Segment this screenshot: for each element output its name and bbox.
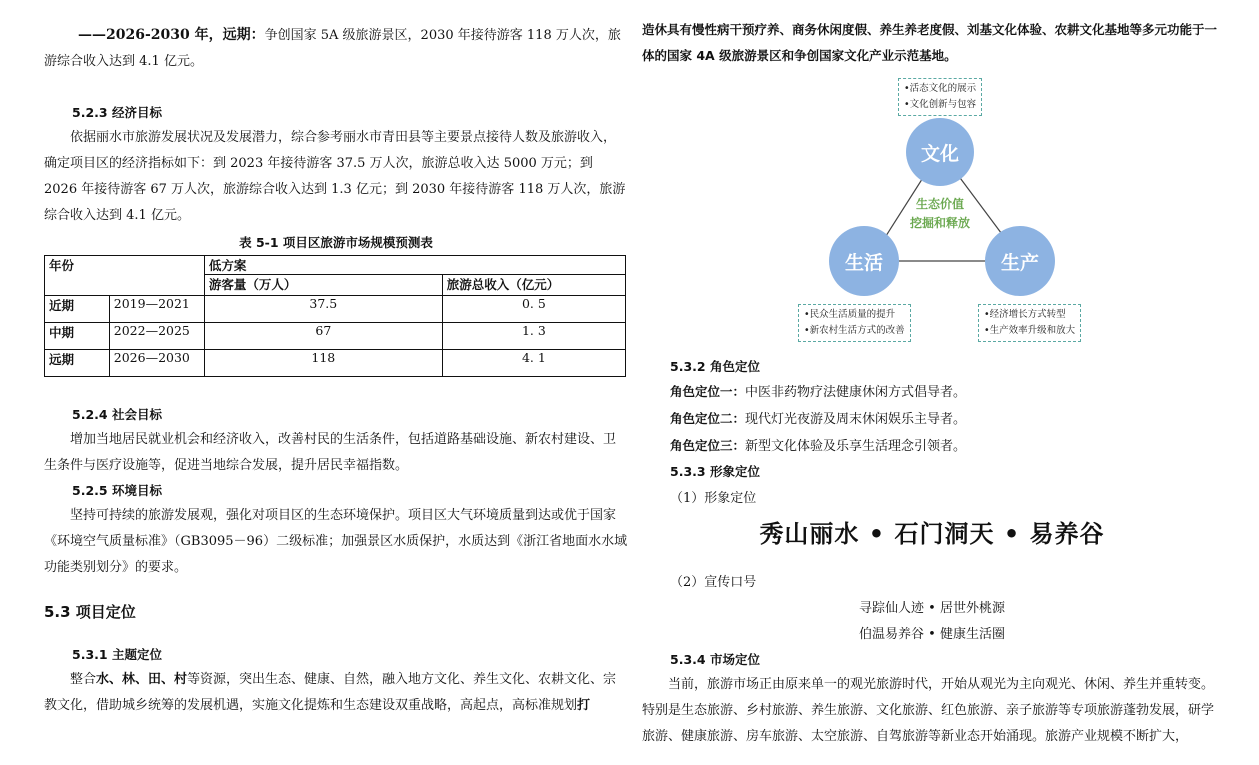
table-row <box>45 323 626 350</box>
right-column <box>642 0 1222 750</box>
table-caption: 表 5-1 项目区旅游市场规模预测表 <box>239 235 433 250</box>
left-column <box>44 0 628 719</box>
table-header-row <box>45 256 626 275</box>
cell-range: 2019—2021 <box>109 296 204 323</box>
culture-note: •活态文化的展示 <box>904 83 977 94</box>
near-term-text: 争创国家 5A 级旅游景区，2030 年接待游客 118 万人次，旅游综合收入达到 4.1 亿元。 <box>44 28 621 69</box>
paragraph-near-term <box>44 22 628 75</box>
slogan-label: （2）宣传口号 <box>670 575 757 590</box>
role-text: 新型文化体验及乐享生活理念引领者。 <box>745 439 967 454</box>
life-note: •新农村生活方式的改善 <box>804 325 905 336</box>
near-term-lead: ——2026-2030 年，远期： <box>78 27 265 43</box>
heading-5-2-3: 5.2.3 经济目标 <box>72 105 162 120</box>
slogan-line-1: 寻踪仙人迹 • 居世外桃源 <box>859 601 1005 616</box>
theme-resources: 水、林、田、村 <box>96 672 188 687</box>
role-label: 角色定位二： <box>670 411 746 426</box>
life-notes <box>798 304 911 342</box>
cell-visitors: 118 <box>204 350 442 377</box>
role-label: 角色定位三： <box>670 438 746 453</box>
life-note: •民众生活质量的提升 <box>804 309 896 320</box>
paragraph-social-goal: 增加当地居民就业机会和经济收入，改善村民的生活条件，包括道路基础设施、新农村建设、卫生条件与医疗设施等，促进当地综合发展，提升居民幸福指数。 <box>44 432 617 473</box>
paragraph-theme-positioning <box>44 667 628 719</box>
market-forecast-table <box>44 255 626 377</box>
heading-5-3-1: 5.3.1 主题定位 <box>72 647 162 662</box>
cell-income: 4. 1 <box>442 350 625 377</box>
role-text: 现代灯光夜游及周末休闲娱乐主导者。 <box>745 412 967 427</box>
role-text: 中医非药物疗法健康休闲方式倡导者。 <box>745 385 967 400</box>
paragraph-market-positioning: 当前，旅游市场正由原来单一的观光旅游时代，开始从观光为主向观光、休闲、养生并重转变。特别是生态旅游、乡村旅游、养生旅游、文化旅游、红色旅游、亲子旅游等专项旅游蓬勃发展，研学旅游、健康旅游、房车旅游、太空旅游、自驾旅游等新业态开始涌现。旅游产业规模不断扩大， <box>642 677 1215 744</box>
cell-term: 近期 <box>45 296 110 323</box>
role-line <box>642 379 1222 406</box>
theme-text-d: 打 <box>577 698 591 713</box>
positioning-diagram <box>642 77 1222 353</box>
heading-5-3-3: 5.3.3 形象定位 <box>670 464 760 479</box>
heading-5-3: 5.3 项目定位 <box>44 603 136 621</box>
heading-5-3-2: 5.3.2 角色定位 <box>670 359 760 374</box>
header-year: 年份 <box>45 256 205 296</box>
cell-range: 2022—2025 <box>109 323 204 350</box>
image-positioning-label: （1）形象定位 <box>670 491 757 506</box>
center-line-2: 挖掘和释放 <box>909 216 970 230</box>
cell-term: 远期 <box>45 350 110 377</box>
culture-circle: 文化 <box>906 118 974 186</box>
center-label <box>890 195 990 233</box>
heading-5-2-4: 5.2.4 社会目标 <box>72 407 162 422</box>
cell-income: 1. 3 <box>442 323 625 350</box>
slogan-line-2: 伯温易养谷 • 健康生活圈 <box>859 627 1005 642</box>
cell-visitors: 67 <box>204 323 442 350</box>
cell-visitors: 37.5 <box>204 296 442 323</box>
production-circle: 生产 <box>985 226 1055 296</box>
role-line <box>642 406 1222 433</box>
header-visitors: 游客量（万人） <box>204 275 442 296</box>
production-note: •生产效率升级和放大 <box>984 325 1076 336</box>
production-notes <box>978 304 1081 342</box>
theme-text-c: 等资源，突出生态、健康、自然，融入地方文化、养生文化、农耕文化、宗教文化，借助城乡统筹的发展机遇，实施文化提炼和生态建设双重战略，高起点，高标准规划 <box>44 672 617 713</box>
paragraph-environment-goal: 坚持可持续的旅游发展观，强化对项目区的生态环境保护。项目区大气环境质量到达或优于国家《环境空气质量标准》（GB3095－96）二级标准；加强景区水质保护，水质达到《浙江省地面水水域功能类别划分》的要求。 <box>44 508 628 575</box>
paragraph-economic-goal: 依据丽水市旅游发展状况及发展潜力，综合参考丽水市青田县等主要景点接待人数及旅游收入，确定项目区的经济指标如下：到 2023 年接待游客 37.5 万人次，旅游总收入达 5000 万元；到 2026 年接待游客 67 万人次，旅游综合收入达到 1.3 亿元；到 2030 年接待游客 118 万人次，旅游综合收入达到 4.1 亿元。 <box>44 130 626 223</box>
culture-note: •文化创新与包容 <box>904 99 977 110</box>
paragraph-continuation: 造休具有慢性病干预疗养、商务休闲度假、养生养老度假、刘基文化体验、农耕文化基地等多元功能于一体的国家 4A 级旅游景区和争创国家文化产业示范基地。 <box>642 22 1218 63</box>
culture-notes <box>898 78 982 116</box>
heading-5-3-4: 5.3.4 市场定位 <box>670 652 760 667</box>
table-row <box>45 296 626 323</box>
cell-range: 2026—2030 <box>109 350 204 377</box>
cell-term: 中期 <box>45 323 110 350</box>
image-slogan: 秀山丽水 • 石门洞天 • 易养谷 <box>759 520 1105 548</box>
role-line <box>642 433 1222 460</box>
header-income: 旅游总收入（亿元） <box>442 275 625 296</box>
theme-text-a: 整合 <box>70 672 97 687</box>
table-row <box>45 350 626 377</box>
heading-5-2-5: 5.2.5 环境目标 <box>72 483 162 498</box>
header-scheme: 低方案 <box>204 256 625 275</box>
role-label: 角色定位一： <box>670 384 746 399</box>
center-line-1: 生态价值 <box>915 197 964 211</box>
production-note: •经济增长方式转型 <box>984 309 1066 320</box>
cell-income: 0. 5 <box>442 296 625 323</box>
life-circle: 生活 <box>829 226 899 296</box>
